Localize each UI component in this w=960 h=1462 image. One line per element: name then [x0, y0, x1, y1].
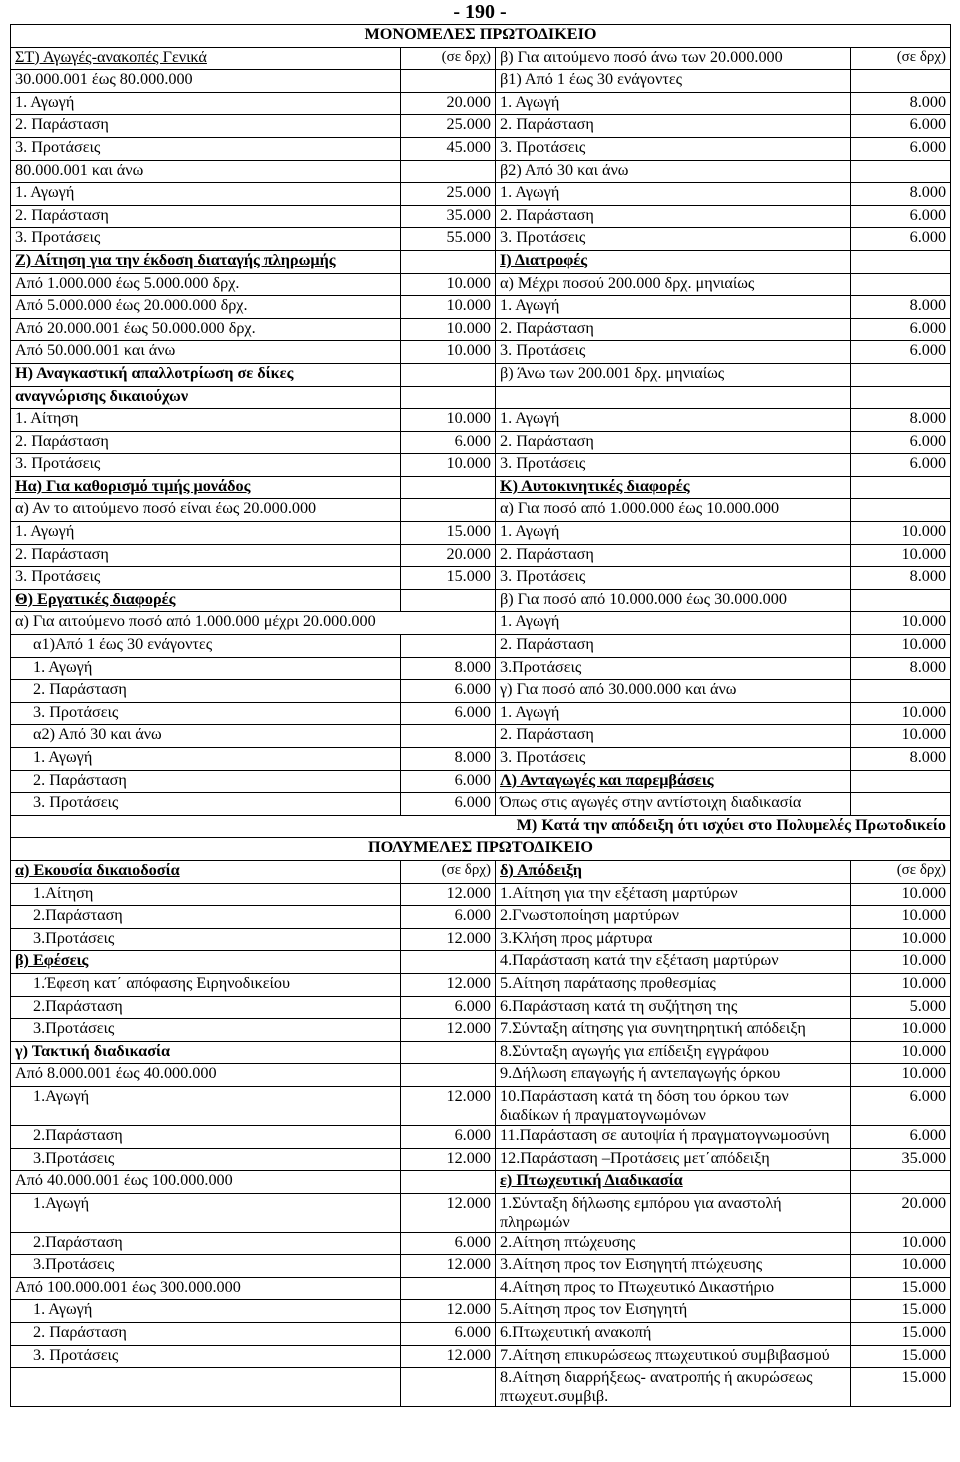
fee-value-right: 15.000 — [851, 1368, 951, 1407]
fee-value: 45.000 — [401, 137, 496, 160]
fee-value-right: 6.000 — [851, 1125, 951, 1148]
item-label: Από 5.000.000 έως 20.000.000 δρχ. — [11, 296, 401, 319]
table-row — [11, 47, 951, 70]
table-row — [11, 1193, 951, 1232]
item-label-right: 6.Πτωχευτική ανακοπή — [496, 1323, 851, 1346]
item-label-right: 1. Αγωγή — [496, 409, 851, 432]
fee-value-right: 8.000 — [851, 183, 951, 206]
fee-value-right — [851, 363, 951, 386]
fee-value-right: 6.000 — [851, 318, 951, 341]
item-label: 1.Αγωγή — [11, 1086, 401, 1125]
item-label-right: 3. Προτάσεις — [496, 137, 851, 160]
item-label-right: 2.Γνωστοποίηση μαρτύρων — [496, 906, 851, 929]
item-label: 2. Παράσταση — [11, 544, 401, 567]
fee-value: 20.000 — [401, 92, 496, 115]
item-label: 1. Αγωγή — [11, 1300, 401, 1323]
item-label: 2.Παράσταση — [11, 996, 401, 1019]
table-row — [11, 1019, 951, 1042]
fee-value — [401, 725, 496, 748]
item-label-right: 2.Αίτηση πτώχευσης — [496, 1232, 851, 1255]
item-label: 3.Προτάσεις — [11, 928, 401, 951]
item-label: α) Για αιτούμενο ποσό από 1.000.000 μέχρι 20.000.000 — [11, 612, 496, 635]
item-label: 3. Προτάσεις — [11, 137, 401, 160]
fee-value-right — [851, 770, 951, 793]
fee-value-right — [851, 589, 951, 612]
item-label-right: δ) Απόδειξη — [496, 860, 851, 883]
item-label-right: 2. Παράσταση — [496, 544, 851, 567]
item-label: 3. Προτάσεις — [11, 1345, 401, 1368]
fee-value-right: 8.000 — [851, 92, 951, 115]
item-label: 3.Προτάσεις — [11, 1255, 401, 1278]
item-label-right: 3.Προτάσεις — [496, 657, 851, 680]
fee-value: 10.000 — [401, 409, 496, 432]
fee-value-right: 10.000 — [851, 725, 951, 748]
item-label-right: β) Άνω των 200.001 δρχ. μηνιαίως — [496, 363, 851, 386]
table-row — [11, 273, 951, 296]
fee-value: 12.000 — [401, 1345, 496, 1368]
fee-value — [401, 1368, 496, 1407]
fee-value — [401, 1277, 496, 1300]
fee-value: 12.000 — [401, 1300, 496, 1323]
fee-value-right: 6.000 — [851, 115, 951, 138]
table-row — [11, 183, 951, 206]
item-label-right: 3. Προτάσεις — [496, 228, 851, 251]
table-row — [11, 770, 951, 793]
fee-value: 12.000 — [401, 1148, 496, 1171]
item-label-right: 1. Αγωγή — [496, 92, 851, 115]
fee-value: 6.000 — [401, 906, 496, 929]
fee-value: 15.000 — [401, 522, 496, 545]
item-label: αναγνώρισης δικαιούχων — [11, 386, 401, 409]
fee-value-right: 10.000 — [851, 906, 951, 929]
item-label-right: 1. Αγωγή — [496, 296, 851, 319]
table-row — [11, 1300, 951, 1323]
item-label-right — [496, 386, 851, 409]
item-label: 1. Αγωγή — [11, 522, 401, 545]
item-label: Θ) Εργατικές διαφορές — [11, 589, 401, 612]
unit-header: (σε δρχ) — [851, 860, 951, 883]
unit-header: (σε δρχ) — [851, 47, 951, 70]
item-label-right: α) Για ποσό από 1.000.000 έως 10.000.000 — [496, 499, 851, 522]
fee-table-body — [11, 25, 951, 1407]
table-row — [11, 228, 951, 251]
item-label-right: 1. Αγωγή — [496, 522, 851, 545]
item-label-right: 3. Προτάσεις — [496, 341, 851, 364]
item-label-right: 2. Παράσταση — [496, 635, 851, 658]
fee-value-right: 6.000 — [851, 137, 951, 160]
fee-value-right — [851, 476, 951, 499]
fee-value-right: 15.000 — [851, 1345, 951, 1368]
fee-value-right: 20.000 — [851, 1193, 951, 1232]
item-label: 3. Προτάσεις — [11, 454, 401, 477]
item-label-right: 1.Σύνταξη δήλωσης εμπόρου για αναστολή πληρωμών — [496, 1193, 851, 1232]
fee-value-right: 10.000 — [851, 702, 951, 725]
fee-value-right — [851, 1171, 951, 1194]
fee-value: 6.000 — [401, 680, 496, 703]
item-label: α) Εκουσία δικαιοδοσία — [11, 860, 401, 883]
unit-header: (σε δρχ) — [401, 47, 496, 70]
item-label: Από 8.000.001 έως 40.000.000 — [11, 1064, 401, 1087]
fee-value: 6.000 — [401, 793, 496, 816]
item-label: β) Εφέσεις — [11, 951, 401, 974]
fee-value — [401, 635, 496, 658]
item-label-right: 5.Αίτηση προς τον Εισηγητή — [496, 1300, 851, 1323]
item-label: 1.Αίτηση — [11, 883, 401, 906]
fee-value: 6.000 — [401, 1232, 496, 1255]
fee-value: 12.000 — [401, 1086, 496, 1125]
table-row — [11, 1125, 951, 1148]
fee-value: 6.000 — [401, 1125, 496, 1148]
item-label-right: 2. Παράσταση — [496, 115, 851, 138]
table-row — [11, 951, 951, 974]
table-row — [11, 137, 951, 160]
fee-value-right: 8.000 — [851, 567, 951, 590]
item-label: ΣΤ) Αγωγές-ανακοπές Γενικά — [11, 47, 401, 70]
fee-value-right: 10.000 — [851, 612, 951, 635]
fee-value-right: 10.000 — [851, 1255, 951, 1278]
table-row — [11, 363, 951, 386]
item-label-right: 12.Παράσταση –Προτάσεις μετ΄απόδειξη — [496, 1148, 851, 1171]
table-row — [11, 205, 951, 228]
table-row — [11, 725, 951, 748]
fee-value — [401, 70, 496, 93]
item-label-right: ε) Πτωχευτική Διαδικασία — [496, 1171, 851, 1194]
item-label: 2.Παράσταση — [11, 906, 401, 929]
item-label: 2. Παράσταση — [11, 770, 401, 793]
item-label-right: 3. Προτάσεις — [496, 567, 851, 590]
section-title: ΠΟΛΥΜΕΛΕΣ ΠΡΩΤΟΔΙΚΕΙΟ — [11, 838, 951, 861]
item-label: 2. Παράσταση — [11, 115, 401, 138]
item-label: Ζ) Αίτηση για την έκδοση διαταγής πληρωμής — [11, 250, 401, 273]
item-label-right: 10.Παράσταση κατά τη δόση του όρκου των διαδίκων ή πραγματογνωμόνων — [496, 1086, 851, 1125]
table-row — [11, 1064, 951, 1087]
section-title: ΜΟΝΟΜΕΛΕΣ ΠΡΩΤΟΔΙΚΕΙΟ — [11, 25, 951, 48]
fee-value: 12.000 — [401, 928, 496, 951]
table-row — [11, 386, 951, 409]
item-label-right: 2. Παράσταση — [496, 725, 851, 748]
table-row — [11, 1148, 951, 1171]
table-row — [11, 906, 951, 929]
item-label-right: 5.Αίτηση παράτασης προθεσμίας — [496, 973, 851, 996]
table-row — [11, 1368, 951, 1407]
fee-value-right: 10.000 — [851, 973, 951, 996]
table-row — [11, 25, 951, 48]
table-row — [11, 1041, 951, 1064]
table-row — [11, 1277, 951, 1300]
table-row — [11, 567, 951, 590]
fee-value: 10.000 — [401, 296, 496, 319]
fee-value-right: 6.000 — [851, 1086, 951, 1125]
item-label-right: 4.Αίτηση προς το Πτωχευτικό Δικαστήριο — [496, 1277, 851, 1300]
table-row — [11, 1345, 951, 1368]
fee-value: 15.000 — [401, 567, 496, 590]
fee-value: 10.000 — [401, 273, 496, 296]
fee-value — [401, 363, 496, 386]
item-label-right: 2. Παράσταση — [496, 318, 851, 341]
item-label-right: 7.Σύνταξη αίτησης για συνητηρητική απόδειξη — [496, 1019, 851, 1042]
item-label-right: β1) Από 1 έως 30 ενάγοντες — [496, 70, 851, 93]
fee-value-right: 8.000 — [851, 409, 951, 432]
table-row — [11, 996, 951, 1019]
table-row — [11, 635, 951, 658]
fee-value-right — [851, 499, 951, 522]
fee-value — [401, 160, 496, 183]
table-row — [11, 522, 951, 545]
fee-table — [10, 24, 951, 1407]
table-row — [11, 680, 951, 703]
table-row — [11, 815, 951, 838]
item-label: 3.Προτάσεις — [11, 1019, 401, 1042]
item-label-right: β2) Από 30 και άνω — [496, 160, 851, 183]
fee-value: 6.000 — [401, 702, 496, 725]
fee-value-right: 15.000 — [851, 1300, 951, 1323]
fee-value-right: 6.000 — [851, 341, 951, 364]
fee-value-right: 10.000 — [851, 522, 951, 545]
fee-value-right: 10.000 — [851, 544, 951, 567]
table-row — [11, 318, 951, 341]
table-row — [11, 160, 951, 183]
fee-value: 12.000 — [401, 1255, 496, 1278]
table-row — [11, 250, 951, 273]
fee-value-right — [851, 70, 951, 93]
item-label: Από 40.000.001 έως 100.000.000 — [11, 1171, 401, 1194]
item-label-right: 7.Αίτηση επικυρώσεως πτωχευτικού συμβιβασμού — [496, 1345, 851, 1368]
fee-value — [401, 476, 496, 499]
fee-value-right: 5.000 — [851, 996, 951, 1019]
item-label: 1. Αγωγή — [11, 748, 401, 771]
fee-value-right: 10.000 — [851, 951, 951, 974]
item-label: 2. Παράσταση — [11, 205, 401, 228]
fee-value-right — [851, 793, 951, 816]
fee-value-right — [851, 386, 951, 409]
fee-value: 6.000 — [401, 996, 496, 1019]
item-label: 2.Παράσταση — [11, 1125, 401, 1148]
item-label-right: 4.Παράσταση κατά την εξέταση μαρτύρων — [496, 951, 851, 974]
item-label: Η) Αναγκαστική απαλλοτρίωση σε δίκες — [11, 363, 401, 386]
fee-value-right: 10.000 — [851, 883, 951, 906]
table-row — [11, 928, 951, 951]
page-number: - 190 - — [453, 1, 507, 23]
item-label-right: 3.Αίτηση προς τον Εισηγητή πτώχευσης — [496, 1255, 851, 1278]
fee-value-right: 10.000 — [851, 928, 951, 951]
fee-value: 6.000 — [401, 1323, 496, 1346]
item-label — [11, 1368, 401, 1407]
item-label: 1. Αγωγή — [11, 183, 401, 206]
item-label: α) Αν το αιτούμενο ποσό είναι έως 20.000.000 — [11, 499, 401, 522]
fee-value: 8.000 — [401, 657, 496, 680]
item-label-right: 6.Παράσταση κατά τη συζήτηση της — [496, 996, 851, 1019]
item-label-right: Ι) Διατροφές — [496, 250, 851, 273]
fee-value-right: 15.000 — [851, 1323, 951, 1346]
table-row — [11, 1171, 951, 1194]
fee-value-right: 8.000 — [851, 748, 951, 771]
item-label: 1. Αγωγή — [11, 657, 401, 680]
table-row — [11, 544, 951, 567]
item-label-right: 3. Προτάσεις — [496, 748, 851, 771]
table-row — [11, 296, 951, 319]
item-label: 30.000.001 έως 80.000.000 — [11, 70, 401, 93]
fee-value: 6.000 — [401, 770, 496, 793]
fee-value: 10.000 — [401, 318, 496, 341]
item-label: 3. Προτάσεις — [11, 228, 401, 251]
fee-value: 12.000 — [401, 883, 496, 906]
table-row — [11, 748, 951, 771]
table-row — [11, 92, 951, 115]
table-row — [11, 409, 951, 432]
fee-value-right: 6.000 — [851, 431, 951, 454]
table-row — [11, 1086, 951, 1125]
fee-value — [401, 1041, 496, 1064]
item-label: 3. Προτάσεις — [11, 793, 401, 816]
table-row — [11, 476, 951, 499]
table-row — [11, 431, 951, 454]
item-label: 2.Παράσταση — [11, 1232, 401, 1255]
fee-value-right: 8.000 — [851, 296, 951, 319]
fee-value: 35.000 — [401, 205, 496, 228]
table-row — [11, 793, 951, 816]
item-label-right: β) Για ποσό από 10.000.000 έως 30.000.000 — [496, 589, 851, 612]
fee-value-right: 8.000 — [851, 657, 951, 680]
item-label-right: Όπως στις αγωγές στην αντίστοιχη διαδικασία — [496, 793, 851, 816]
fee-value — [401, 1171, 496, 1194]
fee-value-right: 15.000 — [851, 1277, 951, 1300]
section-note: Μ) Κατά την απόδειξη ότι ισχύει στο Πολυμελές Πρωτοδικείο — [11, 815, 951, 838]
fee-value-right — [851, 250, 951, 273]
fee-value-right: 35.000 — [851, 1148, 951, 1171]
table-row — [11, 341, 951, 364]
fee-value-right: 6.000 — [851, 205, 951, 228]
item-label-right: 9.Δήλωση επαγωγής ή αντεπαγωγής όρκου — [496, 1064, 851, 1087]
item-label: Από 20.000.001 έως 50.000.000 δρχ. — [11, 318, 401, 341]
item-label-right: 1.Αίτηση για την εξέταση μαρτύρων — [496, 883, 851, 906]
item-label: 2. Παράσταση — [11, 680, 401, 703]
item-label-right: 8.Αίτηση διαρρήξεως- ανατροπής ή ακυρώσεως πτωχευτ.συμβιβ. — [496, 1368, 851, 1407]
fee-value: 10.000 — [401, 454, 496, 477]
item-label-right: 1. Αγωγή — [496, 183, 851, 206]
item-label-right: 11.Παράσταση σε αυτοψία ή πραγματογνωμοσύνη — [496, 1125, 851, 1148]
item-label-right: β) Για αιτούμενο ποσό άνω των 20.000.000 — [496, 47, 851, 70]
unit-header: (σε δρχ) — [401, 860, 496, 883]
fee-value — [401, 386, 496, 409]
fee-value: 12.000 — [401, 1019, 496, 1042]
fee-value-right — [851, 160, 951, 183]
fee-value: 12.000 — [401, 973, 496, 996]
table-row — [11, 612, 951, 635]
item-label: 3. Προτάσεις — [11, 567, 401, 590]
item-label: 3.Προτάσεις — [11, 1148, 401, 1171]
item-label: Από 1.000.000 έως 5.000.000 δρχ. — [11, 273, 401, 296]
fee-value-right — [851, 273, 951, 296]
item-label: 1. Αγωγή — [11, 92, 401, 115]
item-label-right: 3.Κλήση προς μάρτυρα — [496, 928, 851, 951]
item-label: Από 100.000.001 έως 300.000.000 — [11, 1277, 401, 1300]
item-label-right: 2. Παράσταση — [496, 205, 851, 228]
item-label: γ) Τακτική διαδικασία — [11, 1041, 401, 1064]
fee-value-right — [851, 680, 951, 703]
item-label-right: 3. Προτάσεις — [496, 454, 851, 477]
item-label: α1)Από 1 έως 30 ενάγοντες — [11, 635, 401, 658]
item-label: 1.Αγωγή — [11, 1193, 401, 1232]
item-label: 1. Αίτηση — [11, 409, 401, 432]
fee-value-right: 10.000 — [851, 635, 951, 658]
fee-value: 20.000 — [401, 544, 496, 567]
item-label: 2. Παράσταση — [11, 431, 401, 454]
fee-value: 25.000 — [401, 115, 496, 138]
item-label-right: γ) Για ποσό από 30.000.000 και άνω — [496, 680, 851, 703]
item-label-right: 1. Αγωγή — [496, 612, 851, 635]
item-label: 80.000.001 και άνω — [11, 160, 401, 183]
fee-value-right: 10.000 — [851, 1041, 951, 1064]
fee-value: 12.000 — [401, 1193, 496, 1232]
table-row — [11, 70, 951, 93]
fee-value — [401, 1064, 496, 1087]
table-row — [11, 883, 951, 906]
item-label: 1.Έφεση κατ΄ απόφασης Ειρηνοδικείου — [11, 973, 401, 996]
table-row — [11, 1232, 951, 1255]
item-label-right: Κ) Αυτοκινητικές διαφορές — [496, 476, 851, 499]
item-label: 3. Προτάσεις — [11, 702, 401, 725]
table-row — [11, 115, 951, 138]
item-label-right: α) Μέχρι ποσού 200.000 δρχ. μηνιαίως — [496, 273, 851, 296]
fee-value — [401, 951, 496, 974]
fee-value: 6.000 — [401, 431, 496, 454]
fee-table-sheet — [10, 24, 950, 1407]
table-row — [11, 454, 951, 477]
item-label: 2. Παράσταση — [11, 1323, 401, 1346]
fee-value — [401, 499, 496, 522]
table-row — [11, 860, 951, 883]
fee-value-right: 6.000 — [851, 228, 951, 251]
item-label: Ηα) Για καθορισμό τιμής μονάδος — [11, 476, 401, 499]
fee-value: 8.000 — [401, 748, 496, 771]
fee-value: 25.000 — [401, 183, 496, 206]
fee-value-right: 10.000 — [851, 1232, 951, 1255]
fee-value — [401, 589, 496, 612]
item-label: Από 50.000.001 και άνω — [11, 341, 401, 364]
fee-value-right: 10.000 — [851, 1019, 951, 1042]
fee-value-right: 6.000 — [851, 454, 951, 477]
table-row — [11, 589, 951, 612]
item-label-right: 2. Παράσταση — [496, 431, 851, 454]
fee-value: 55.000 — [401, 228, 496, 251]
table-row — [11, 1255, 951, 1278]
item-label-right: 8.Σύνταξη αγωγής για επίδειξη εγγράφου — [496, 1041, 851, 1064]
fee-value: 10.000 — [401, 341, 496, 364]
table-row — [11, 499, 951, 522]
table-row — [11, 973, 951, 996]
fee-value — [401, 250, 496, 273]
fee-value-right: 10.000 — [851, 1064, 951, 1087]
table-row — [11, 838, 951, 861]
table-row — [11, 702, 951, 725]
item-label: α2) Από 30 και άνω — [11, 725, 401, 748]
item-label-right: Λ) Ανταγωγές και παρεμβάσεις — [496, 770, 851, 793]
table-row — [11, 1323, 951, 1346]
table-row — [11, 657, 951, 680]
item-label-right: 1. Αγωγή — [496, 702, 851, 725]
